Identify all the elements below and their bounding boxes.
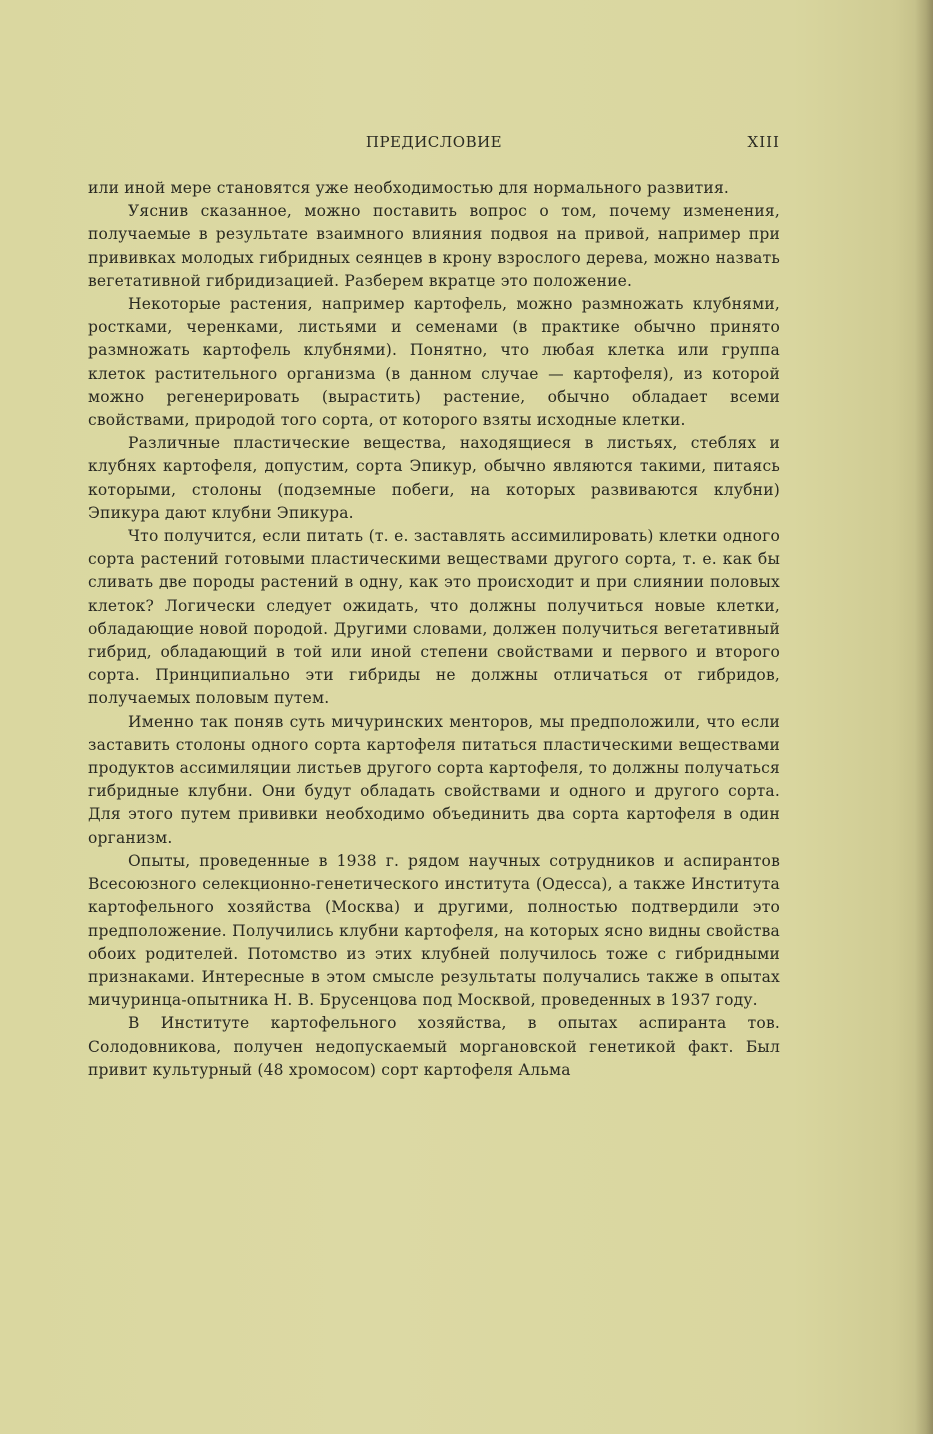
page-edge-shadow <box>915 0 933 1434</box>
paragraph-7: Опыты, проведенные в 1938 г. рядом научных сотрудников и аспирантов Всесоюзного селекционно-генетического института (Одесса), а также Института картофельного хозяйства (Москва) и другими, полностью подтвердили это предположение. Получились клубни картофеля, на которых ясно видны свойства обоих родителей. Потомство из этих клубней получилось тоже с гибридными признаками. Интересные в этом смысле результаты получались также в опытах мичуринца-опытника Н. В. Брусенцова под Москвой, проведенных в 1937 году. <box>88 851 780 1010</box>
body-text <box>88 177 780 1082</box>
page-number: XIII <box>747 133 780 151</box>
paragraph-6: Именно так поняв суть мичуринских менторов, мы предположили, что если заставить столоны одного сорта картофеля питаться пластическими веществами продуктов ассимиляции листьев другого сорта картофеля, то должны получаться гибридные клубни. Они будут обладать свойствами и одного и другого сорта. Для этого путем прививки необходимо объединить два сорта картофеля в один организм. <box>88 712 780 847</box>
paragraph-1: или иной мере становятся уже необходимостью для нормального развития. <box>88 179 730 197</box>
paragraph-3: Некоторые растения, например картофель, можно размножать клубнями, ростками, черенками, листьями и семенами (в практике обычно принято размножать картофель клубнями). Понятно, что любая клетка или группа клеток растительного организма (в данном случае — картофеля), из которой можно регенерировать (вырастить) растение, обычно обладает всеми свойствами, природой того сорта, от которого взяты исходные клетки. <box>88 295 780 430</box>
paragraph-4: Различные пластические вещества, находящиеся в листьях, стеблях и клубнях картофеля, допустим, сорта Эпикур, обычно являются такими, питаясь которыми, столоны (подземные побеги, на которых развиваются клубни) Эпикура дают клубни Эпикура. <box>88 434 780 522</box>
header-title: ПРЕДИСЛОВИЕ <box>365 133 503 151</box>
paragraph-2: Уяснив сказанное, можно поставить вопрос о том, почему изменения, получаемые в результате взаимного влияния подвоя на привой, например при прививках молодых гибридных сеянцев в крону взрослого дерева, можно назвать вегетативной гибридизацией. Разберем вкратце это положение. <box>88 202 780 290</box>
paragraph-5: Что получится, если питать (т. е. заставлять ассимилировать) клетки одного сорта растений готовыми пластическими веществами другого сорта, т. е. как бы сливать две породы растений в одну, как это происходит и при слиянии половых клеток? Логически следует ожидать, что должны получиться новые клетки, обладающие новой породой. Другими словами, должен получиться вегетативный гибрид, обладающий в той или иной степени свойствами и первого и второго сорта. Принципиально эти гибриды не должны отличаться от гибридов, получаемых половым путем. <box>88 527 780 708</box>
running-header <box>88 133 780 157</box>
paragraph-8: В Институте картофельного хозяйства, в опытах аспиранта тов. Солодовникова, получен недопускаемый моргановской генетикой факт. Был привит культурный (48 хромосом) сорт картофеля Альма <box>88 1014 780 1079</box>
